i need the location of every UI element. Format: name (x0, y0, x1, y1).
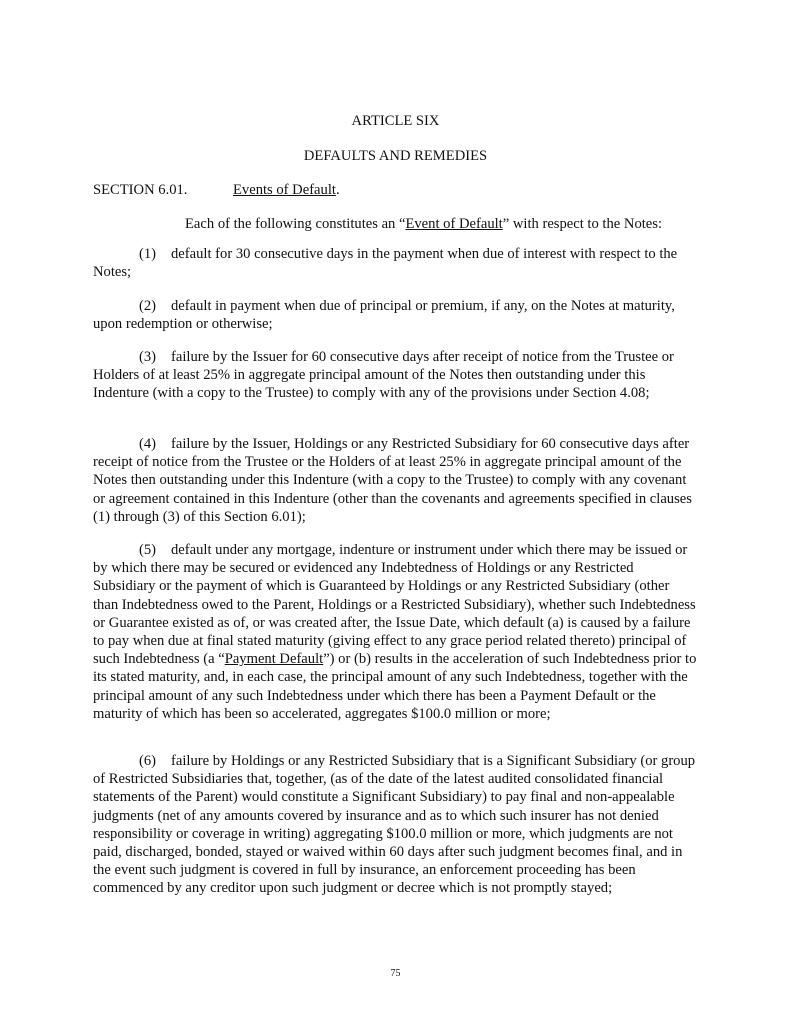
clause-number: (6) (139, 753, 157, 769)
defined-term-payment-default: Payment Default (224, 651, 324, 668)
clause-number: (4) (139, 436, 157, 452)
article-subtitle: DEFAULTS AND REMEDIES (303, 148, 488, 164)
clause-number: (3) (139, 349, 157, 365)
clause-number: (5) (139, 542, 157, 558)
clause-1 (93, 245, 698, 281)
page-number: 75 (390, 968, 401, 979)
intro-after: ” with respect to the Notes: (502, 216, 663, 232)
section-title-wrap (233, 181, 340, 199)
section-number: SECTION 6.01. (93, 182, 188, 198)
clause-text-after: ”) or (b) results in the acceleration of such Indebtedness prior to its stated maturity, and, in each case, the principal amount of any such Indebtedness, together with the principal amount of any such Indebtedness under which there has been a Payment Default or the maturity of which has been so accelerated, aggregates $100.0 million or more; (93, 651, 697, 722)
section-heading (93, 181, 340, 199)
clause-6 (93, 752, 698, 898)
clause-number: (2) (139, 298, 157, 314)
article-title: ARTICLE SIX (351, 113, 440, 129)
clause-4 (93, 435, 698, 526)
intro-paragraph (93, 215, 698, 233)
section-title-period: . (335, 182, 340, 198)
clause-2 (93, 297, 698, 333)
clause-5 (93, 541, 698, 723)
clause-text-before: default under any mortgage, indenture or instrument under which there may be issued or by which there may be secured or evidenced any Indebtedness of Holdings or any Restricted Subsidiary or the payment of which is Guaranteed by Holdings or any Restricted Subsidiary (other than Indebtedness owed to the Parent, Holdings or a Restricted Subsidiary), whether such Indebtedness or Guarantee existed as of, or was created after, the Issue Date, which default (a) is caused by a failure to pay when due at final stated maturity (giving effect to any grace period related thereto) principal of such Indebtedness (a “ (93, 542, 696, 668)
clause-text: failure by Holdings or any Restricted Subsidiary that is a Significant Subsidiary (or group of Restricted Subsidiaries that, together, (as of the date of the latest audited consolidated financial statements of the Parent) would constitute a Significant Subsidiary) to pay final and non-appealable judgments (net of any amounts covered by insurance and as to which such insurer has not denied responsibility or coverage in writing) aggregating $100.0 million or more, which judgments are not paid, discharged, bonded, stayed or waived within 60 days after such judgment becomes final, and in the event such judgment is covered in full by insurance, an enforcement proceeding has been commenced by any creditor upon such judgment or decree which is not promptly stayed; (93, 753, 696, 897)
defined-term-event-of-default: Event of Default (405, 216, 503, 232)
clause-text: default in payment when due of principal or premium, if any, on the Notes at maturity, upon redemption or otherwise; (93, 298, 675, 333)
clause-3 (93, 348, 698, 403)
clause-text: failure by the Issuer, Holdings or any Restricted Subsidiary for 60 consecutive days after receipt of notice from the Trustee or the Holders of at least 25% in aggregate principal amount of the Notes then outstanding under this Indenture (with a copy to the Trustee) to comply with any covenant or agreement contained in this Indenture (other than the covenants and agreements specified in clauses (1) through (3) of this Section 6.01); (93, 436, 692, 525)
clause-text: failure by the Issuer for 60 consecutive days after receipt of notice from the Trustee or Holders of at least 25% in aggregate principal amount of the Notes then outstanding under this Indenture (with a copy to the Trustee) to comply with any of the provisions under Section 4.08; (93, 349, 674, 402)
section-title: Events of Default (233, 182, 336, 198)
clause-text: default for 30 consecutive days in the payment when due of interest with respect to the Notes; (93, 246, 678, 281)
clause-number: (1) (139, 246, 157, 262)
intro-before: Each of the following constitutes an “ (185, 216, 406, 232)
